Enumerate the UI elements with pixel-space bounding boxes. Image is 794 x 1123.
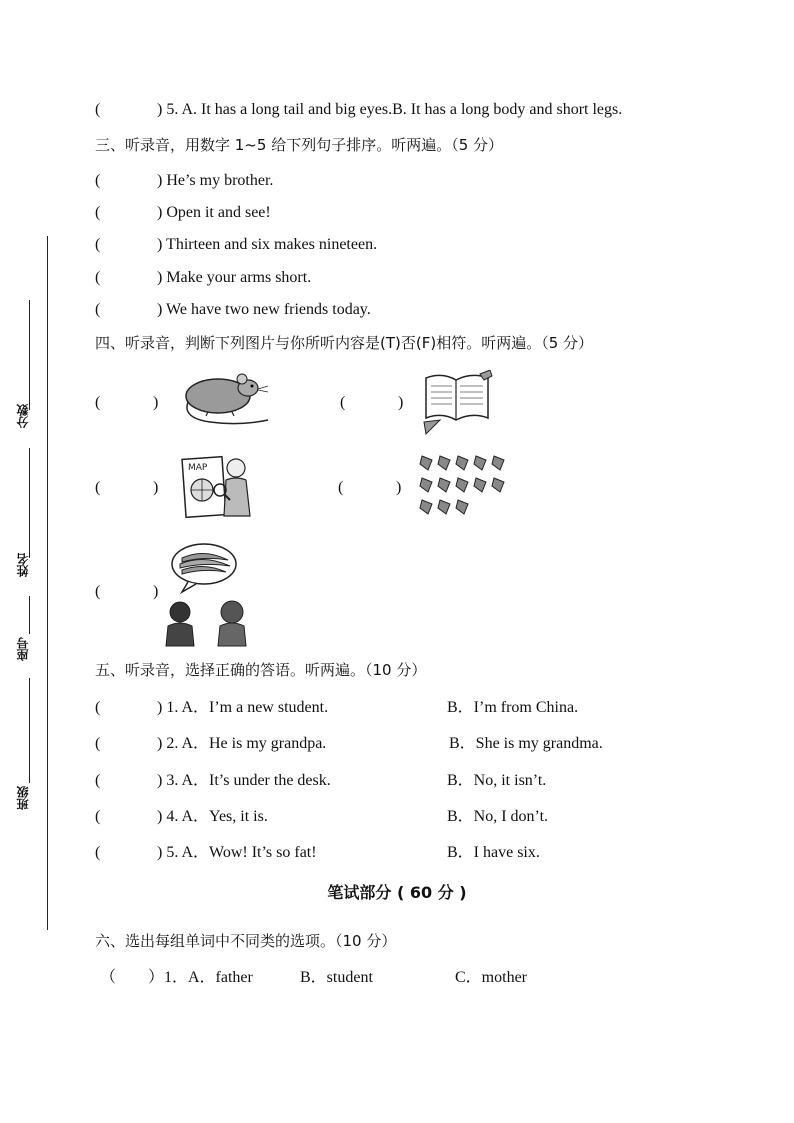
option-b: B．student	[300, 969, 373, 986]
score-blank	[29, 300, 30, 410]
mouse-picture	[180, 370, 270, 430]
section3-item	[95, 203, 271, 223]
kites-row-3	[420, 500, 468, 514]
book-picture	[420, 370, 495, 436]
item-text: ) Thirteen and six makes nineteen.	[157, 236, 378, 253]
map-picture	[180, 452, 260, 520]
seat-label: 座号	[16, 637, 30, 661]
answer-paren[interactable]: (	[95, 772, 101, 789]
section3-item	[95, 171, 273, 191]
answer-paren[interactable]: (	[95, 301, 101, 318]
answer-paren[interactable]: (	[95, 699, 101, 716]
answer-paren[interactable]: (	[95, 236, 101, 253]
section5-item	[95, 698, 328, 718]
item-text: ) Open it and see!	[157, 204, 271, 221]
answer-paren[interactable]: (	[95, 101, 101, 118]
section3-title: 三、听录音，用数字 1~5 给下列句子排序。听两遍。（5 分）	[95, 136, 504, 154]
option-c: C．mother	[455, 969, 527, 986]
binding-line	[47, 236, 48, 930]
part2-item5	[95, 100, 622, 120]
pic-answer-paren[interactable]: ( )	[95, 479, 159, 496]
option-a: A．father	[188, 969, 253, 986]
option-b: B．I’m from China.	[447, 699, 579, 716]
written-part-title: 笔试部分 ( 60 分 )	[327, 883, 467, 902]
section6-title: 六、选出每组单词中不同类的选项。（10 分）	[95, 932, 397, 950]
section3-item	[95, 268, 311, 288]
kites-row-1	[420, 456, 504, 470]
pic-answer-paren[interactable]: ( )	[95, 583, 159, 600]
score-label: 分数	[16, 404, 30, 428]
section3-item	[95, 300, 371, 320]
option-b: B．No, it isn’t.	[447, 772, 547, 789]
map-label: MAP	[188, 463, 208, 473]
item-text: ) He’s my brother.	[157, 172, 274, 189]
option-a: ) 5. A．Wow! It’s so fat!	[157, 844, 317, 861]
item-text: ) 5. A. It has a long tail and big eyes.B. It has a long body and short legs.	[157, 101, 623, 118]
kites-picture	[418, 452, 513, 520]
answer-paren[interactable]: (	[95, 204, 101, 221]
option-a: ) 1. A．I’m a new student.	[157, 699, 329, 716]
section5-item	[95, 807, 268, 827]
section5-item	[95, 734, 326, 754]
kites-row-2	[420, 478, 504, 492]
item-text: ) Make your arms short.	[157, 269, 312, 286]
answer-paren[interactable]: (	[95, 269, 101, 286]
pic-answer-paren[interactable]: ( )	[338, 479, 402, 496]
option-b: B．I have six.	[447, 844, 540, 861]
answer-paren[interactable]: （ ）1．	[100, 969, 189, 986]
section5-item	[95, 843, 317, 863]
name-blank	[29, 448, 30, 558]
answer-paren[interactable]: (	[95, 172, 101, 189]
name-label: 姓名	[16, 553, 30, 577]
class-label: 班级	[16, 786, 30, 810]
section6-item1	[100, 968, 188, 988]
option-a: ) 2. A．He is my grandpa.	[157, 735, 327, 752]
pic-answer-paren[interactable]: ( )	[95, 394, 159, 411]
section5-item	[95, 771, 331, 791]
bananas-picture	[160, 540, 260, 648]
option-b: B．No, I don’t.	[447, 808, 549, 825]
answer-paren[interactable]: (	[95, 844, 101, 861]
section4-title: 四、听录音，判断下列图片与你所听内容是(T)否(F)相符。听两遍。（5 分）	[95, 334, 594, 352]
class-blank	[29, 678, 30, 783]
item-text: ) We have two new friends today.	[157, 301, 371, 318]
seat-blank	[29, 596, 30, 634]
option-a: ) 4. A．Yes, it is.	[157, 808, 268, 825]
answer-paren[interactable]: (	[95, 808, 101, 825]
pic-answer-paren[interactable]: ( )	[340, 394, 404, 411]
section3-item	[95, 235, 377, 255]
section5-title: 五、听录音，选择正确的答语。听两遍。（10 分）	[95, 661, 427, 679]
option-b: B．She is my grandma.	[449, 735, 603, 752]
answer-paren[interactable]: (	[95, 735, 101, 752]
option-a: ) 3. A．It’s under the desk.	[157, 772, 331, 789]
